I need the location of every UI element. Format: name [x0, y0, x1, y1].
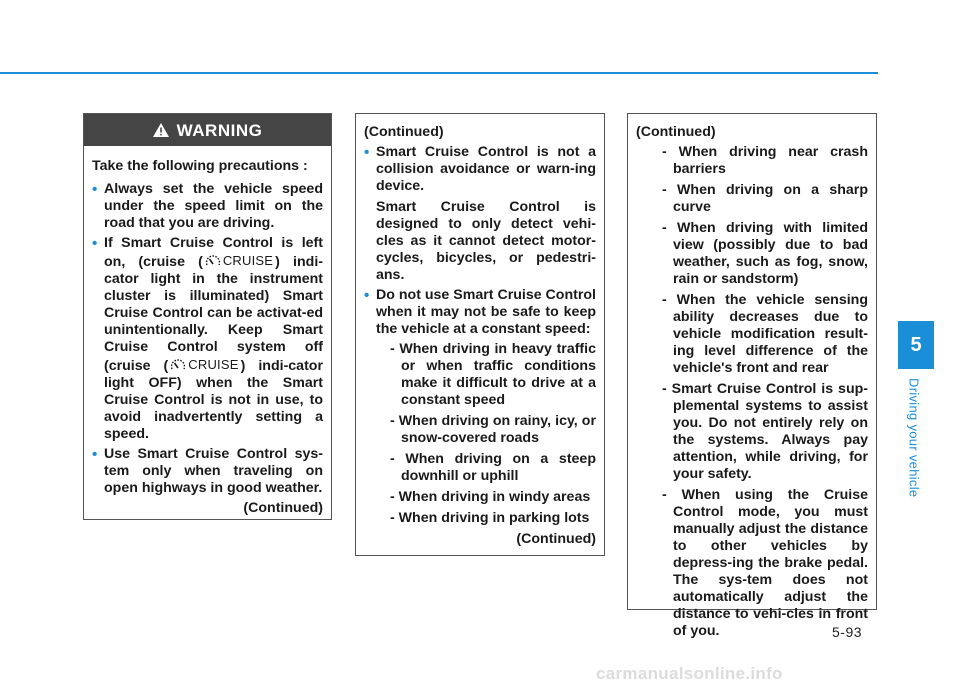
condition-item: - When driving in parking lots — [390, 510, 590, 526]
header-rule — [0, 72, 878, 74]
chapter-title: Driving your vehicle — [906, 378, 922, 498]
continued-head: (Continued) — [364, 124, 444, 140]
bullet-do-not-use: • Do not use Smart Cruise Control when it may not be safe to keep the vehicle at a constant speed: — [364, 287, 596, 338]
continued-head: (Continued) — [636, 124, 716, 140]
condition-item: - When the vehicle sensing ability decreases due to vehicle modification result-ing level difference of the vehicle's front and rear — [662, 292, 868, 376]
condition-item: - When driving in heavy traffic or when traffic conditions make it difficult to drive at a constant speed — [390, 341, 596, 408]
detection-note: Smart Cruise Control is designed to only detect vehi-cles as it cannot detect motor-cycles, bicycles, or pedestri-ans. — [376, 199, 596, 283]
speedometer-icon — [205, 253, 221, 268]
warning-bullet-left-on — [92, 235, 323, 443]
condition-item: - Smart Cruise Control is sup-plemental systems to assist you. Do not entirely rely on the systems. Always pay attention, while driving, for your safety. — [662, 381, 868, 482]
warning-intro: Take the following precautions : — [92, 158, 308, 174]
chapter-tab — [898, 321, 934, 369]
warning-bullet-highways: • Use Smart Cruise Control sys-tem only when traveling on open highways in good weather. — [92, 446, 323, 497]
cruise-indicator — [170, 356, 238, 373]
speedometer-icon — [170, 357, 186, 372]
warning-bullet-speed: • Always set the vehicle speed under the speed limit on the road that you are driving. — [92, 181, 323, 232]
warning-box — [83, 113, 332, 520]
condition-item: - When driving on a sharp curve — [662, 182, 868, 215]
warning-header — [84, 114, 331, 146]
warning-triangle-icon — [153, 123, 169, 137]
condition-item: - When driving on a steep downhill or uphill — [390, 451, 596, 484]
condition-item: - When driving on rainy, icy, or snow-covered roads — [390, 413, 596, 446]
bullet-not-collision-avoidance: • Smart Cruise Control is not a collision avoidance or warn-ing device. — [364, 144, 596, 195]
continued-label: (Continued) — [516, 531, 596, 547]
cruise-indicator — [205, 252, 273, 269]
condition-item: - When driving in windy areas — [390, 489, 591, 505]
condition-item: - When driving near crash barriers — [662, 144, 868, 177]
warning-title: WARNING — [176, 120, 263, 140]
continued-box-2 — [355, 113, 605, 556]
cruise-icon-label: CRUISE — [188, 357, 239, 372]
chapter-number: 5 — [910, 333, 922, 356]
bullet-text-part: ) indi-cator light OFF) when the Smart Cruise Control is not in use, to avoid inadvertently setting a speed. — [104, 358, 323, 442]
page-number: 5-93 — [832, 624, 863, 640]
continued-label: (Continued) — [243, 500, 323, 516]
cruise-icon-label: CRUISE — [222, 253, 274, 268]
bullet-text-part: If Smart Cruise Control is left on, (cruise ( — [104, 235, 323, 270]
watermark: carmanualsonline.info — [596, 664, 783, 683]
bullet-text-part: ) indi-cator light in the instrument cluster is illuminated) Smart Cruise Control can be activat-ed unintentionally. Keep Smart Cruise Control system off (cruise ( — [104, 254, 323, 374]
condition-item: - When using the Cruise Control mode, you must manually adjust the distance to other vehicles by depress-ing the brake pedal. The sys-tem does not automatically adjust the distance to vehi-cles in front of you. — [662, 487, 868, 639]
condition-item: - When driving with limited view (possibly due to bad weather, such as fog, snow, rain or sandstorm) — [662, 220, 868, 287]
